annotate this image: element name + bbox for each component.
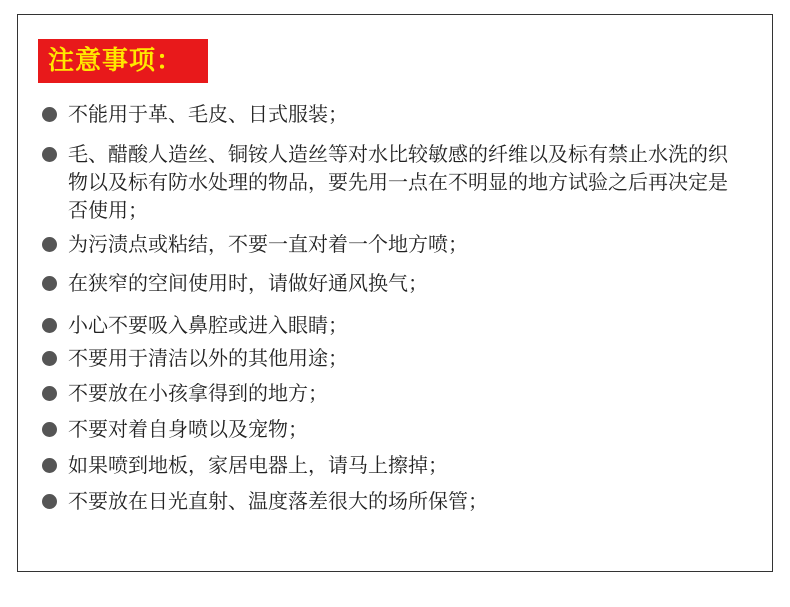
list-item (42, 100, 742, 128)
bullet-icon (42, 107, 57, 122)
list-item-text: 不要对着自身喷以及宠物； (68, 417, 308, 441)
bullet-icon (42, 494, 57, 509)
list-item (42, 140, 742, 224)
list-item-text: 不要放在小孩拿得到的地方； (68, 381, 328, 405)
bullet-icon (42, 276, 57, 291)
bullet-icon (42, 147, 57, 162)
list-item (42, 269, 742, 297)
bullet-icon (42, 458, 57, 473)
list-item-text: 为污渍点或粘结，不要一直对着一个地方喷； (68, 232, 468, 256)
list-item (42, 379, 742, 407)
list-item (42, 415, 742, 443)
bullet-icon (42, 422, 57, 437)
list-item (42, 230, 742, 258)
notice-panel (17, 14, 773, 572)
list-item (42, 344, 742, 372)
list-item-text: 如果喷到地板，家居电器上，请马上擦掉； (68, 453, 448, 477)
list-item (42, 451, 742, 479)
notice-title: 注意事项： (38, 39, 208, 83)
bullet-icon (42, 351, 57, 366)
list-item-text: 小心不要吸入鼻腔或进入眼睛； (68, 313, 348, 337)
bullet-icon (42, 318, 57, 333)
list-item-text: 不要用于清洁以外的其他用途； (68, 346, 348, 370)
list-item (42, 311, 742, 339)
list-item-text: 在狭窄的空间使用时，请做好通风换气； (68, 271, 428, 295)
bullet-icon (42, 237, 57, 252)
list-item-text: 毛、醋酸人造丝、铜铵人造丝等对水比较敏感的纤维以及标有禁止水洗的织物以及标有防水处理的物品，要先用一点在不明显的地方试验之后再决定是否使用； (68, 142, 728, 222)
list-item-text: 不要放在日光直射、温度落差很大的场所保管； (68, 489, 488, 513)
list-item-text: 不能用于革、毛皮、日式服装； (68, 102, 348, 126)
list-item (42, 487, 742, 515)
bullet-icon (42, 386, 57, 401)
